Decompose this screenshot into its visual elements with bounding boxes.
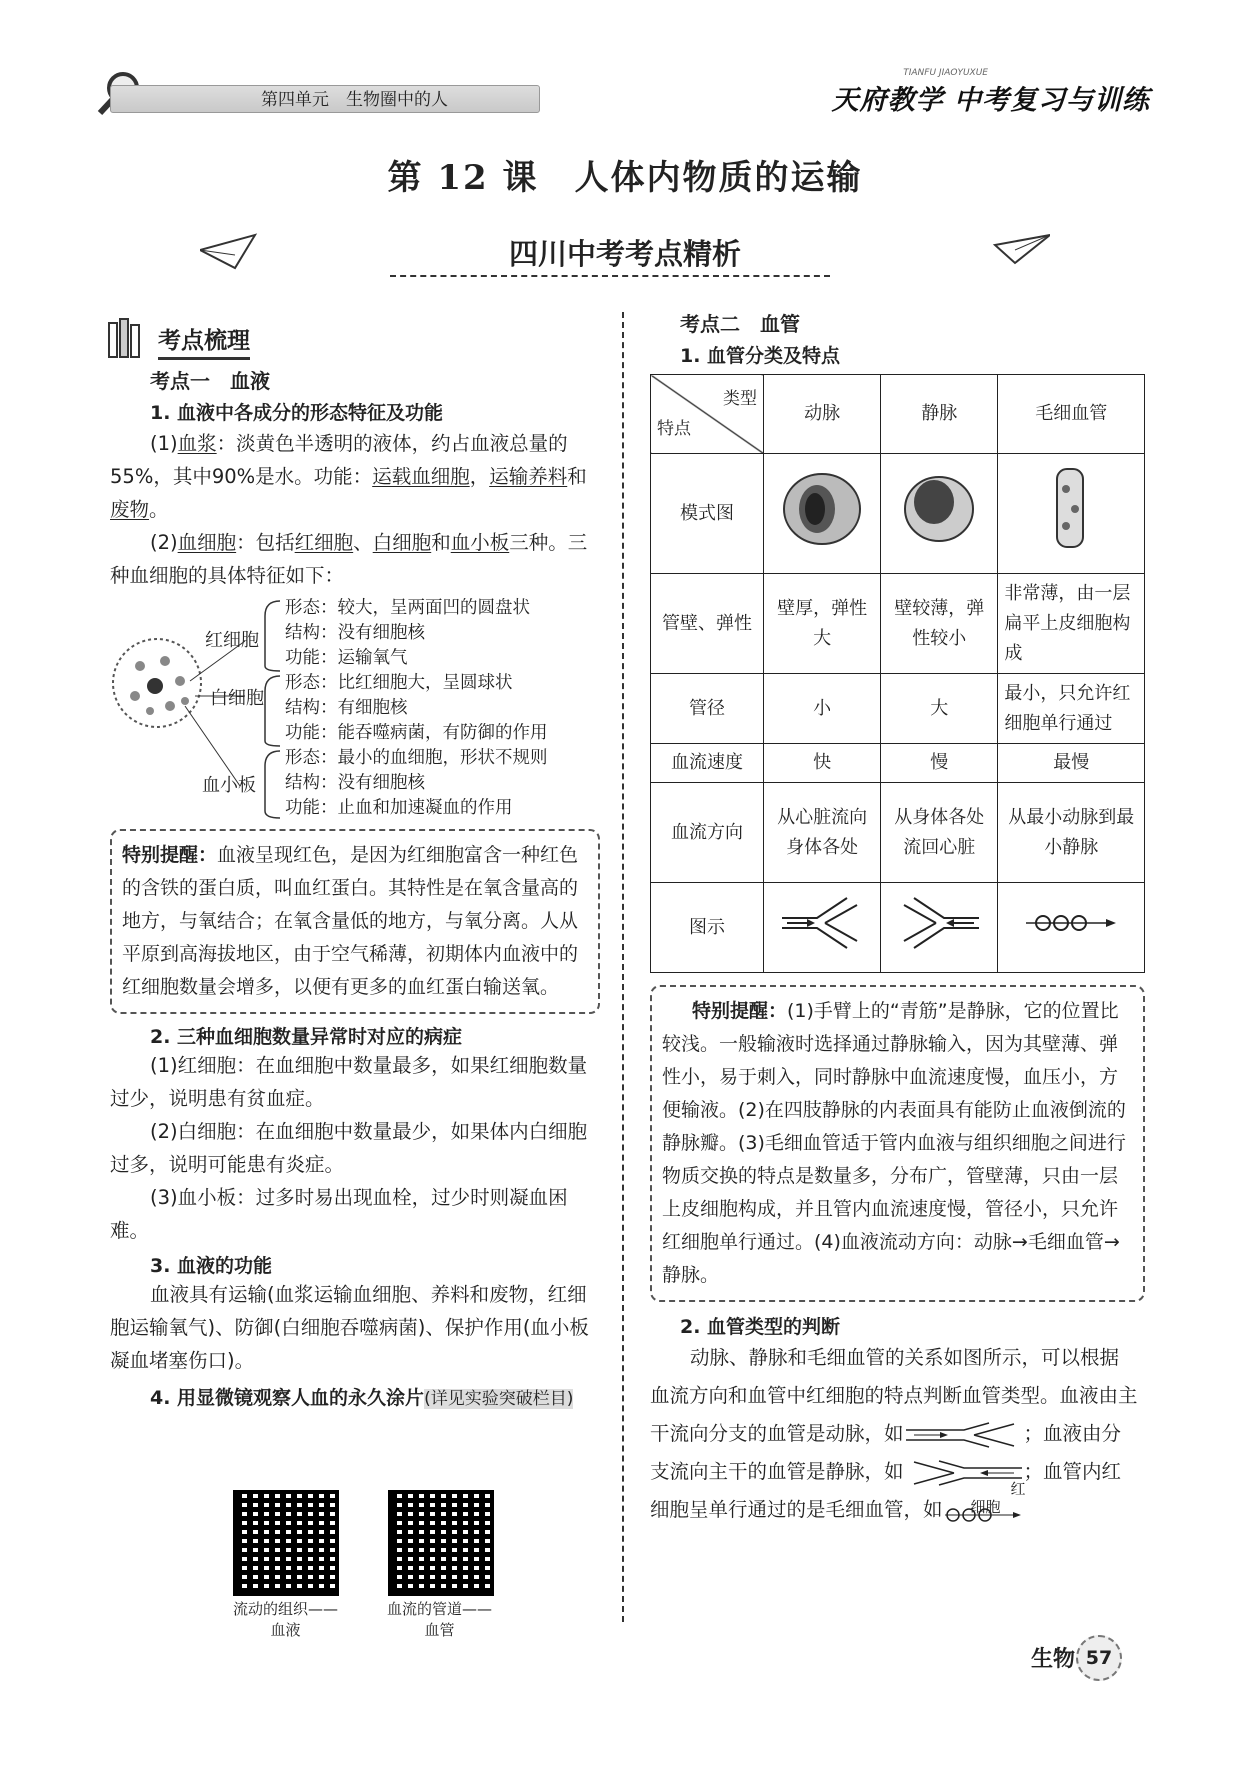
cells-paragraph: (2)血细胞：包括红细胞、白细胞和血小板三种。三种血细胞的具体特征如下： <box>110 531 588 587</box>
table-row: 管径 小 大 最小，只允许红细胞单行通过 <box>651 674 1145 744</box>
h4-heading: 4. 用显微镜观察人血的永久涂片(详见实验突破栏目) <box>150 1387 574 1409</box>
capillary-judge <box>943 1479 1026 1528</box>
rbc-tag: 红细胞 <box>970 1479 1026 1516</box>
section-subtitle: 四川中考考点精析 <box>508 237 741 271</box>
plt-label: 血小板 <box>202 775 256 796</box>
r-h1-heading: 1. 血管分类及特点 <box>680 345 841 367</box>
wbc-detail-line: 功能：能吞噬病菌，有防御的作用 <box>285 723 548 743</box>
vein-flow-icon <box>881 883 998 973</box>
disease-rbc: (1)红细胞：在血细胞中数量最多，如果红细胞数量过少，说明患有贫血症。 <box>110 1054 588 1110</box>
wbc-label: 白细胞 <box>210 688 264 709</box>
blood-function: 血液具有运输(血浆运输血细胞、养料和废物，红细胞运输氧气)、防御(白细胞吞噬病菌)、保护作用(血小板凝血堵塞伤口)。 <box>110 1283 589 1372</box>
h2-heading: 2. 三种血细胞数量异常时对应的病症 <box>150 1026 463 1048</box>
col-artery: 动脉 <box>764 375 881 454</box>
table-row: 图示 <box>651 883 1145 973</box>
plt-detail-line: 功能：止血和加速凝血的作用 <box>285 798 513 818</box>
note-text: 血液呈现红色，是因为红细胞富含一种红色的含铁的蛋白质，叫血红蛋白。其特性是在氧含量高的地方，与氧结合；在氧含量低的地方，与氧分离。人从平原到高海拔地区，由于空气稀薄，初期体内血液中的红细胞数量会增多，以便有更多的血红蛋白输送氧。 <box>122 844 579 998</box>
qr2-caption: 血流的管道——血管 <box>386 1600 492 1639</box>
plasma-paragraph: (1)血浆：淡黄色半透明的液体，约占血液总量的55%，其中90%是水。功能：运载血细胞，运输养料和废物。 <box>110 432 587 521</box>
subject-label: 生物 <box>1030 1647 1075 1672</box>
rbc-details <box>285 596 548 821</box>
unit-header: 第四单元 生物圈中的人 <box>110 85 540 113</box>
rbc-detail-line: 功能：运输氧气 <box>285 648 408 668</box>
wbc-detail-line: 结构：有细胞核 <box>285 698 408 718</box>
artery-flow-icon <box>764 883 881 973</box>
rbc-label: 红细胞 <box>205 630 259 651</box>
point1-heading: 考点一 血液 <box>150 369 270 393</box>
disease-wbc: (2)白细胞：在血细胞中数量最少，如果体内白细胞过多，说明可能患有炎症。 <box>110 1120 588 1176</box>
capillary-model-icon <box>998 454 1145 574</box>
plt-detail-line: 结构：没有细胞核 <box>285 773 425 793</box>
subtitle-underline <box>390 275 830 277</box>
table-corner: 类型 特点 <box>651 375 764 454</box>
col-capillary: 毛细血管 <box>998 375 1145 454</box>
page-number: 57 <box>1076 1635 1122 1681</box>
vein-model-icon <box>881 454 998 574</box>
h1-heading: 1. 血液中各成分的形态特征及功能 <box>150 402 444 424</box>
note-box-blood <box>110 829 600 1014</box>
artery-model-icon <box>764 454 881 574</box>
note-box-vessel <box>650 985 1145 1302</box>
table-row: 血流方向 从心脏流向身体各处 从身体各处流回心脏 从最小动脉到最小静脉 <box>651 783 1145 883</box>
brand-logo: 天府教学 中考复习与训练 <box>831 85 1150 116</box>
judge-paragraph: 动脉、静脉和毛细血管的关系如图所示，可以根据血流方向和血管中红细胞的特点判断血管类型。血液由主干流向分支的血管是动脉，如 ；血液由分支流向主干的血管是静脉，如 ；血管内红细胞呈单行通过的是毛细血管，如 红细胞 <box>650 1339 1138 1529</box>
note-label: 特别提醒： <box>692 1000 788 1022</box>
blood-cell-diagram <box>110 596 600 821</box>
left-column <box>110 365 600 1410</box>
note-label: 特别提醒： <box>122 844 218 866</box>
books-icon <box>105 315 150 364</box>
qr-code-blood[interactable] <box>233 1490 339 1596</box>
h3-heading: 3. 血液的功能 <box>150 1255 273 1277</box>
table-row: 管壁、弹性 壁厚，弹性大 壁较薄，弹性较小 非常薄，由一层扁平上皮细胞构成 <box>651 574 1145 674</box>
table-header-row <box>651 375 1145 454</box>
r-h2-heading: 2. 血管类型的判断 <box>680 1316 841 1338</box>
qr-code-vessel[interactable] <box>388 1490 494 1596</box>
lesson-title: 第 12 课 人体内物质的运输 <box>387 158 863 198</box>
plt-detail-line: 形态：最小的血细胞，形状不规则 <box>285 748 548 768</box>
rbc-detail-line: 形态：较大，呈两面凹的圆盘状 <box>285 598 530 618</box>
note-text: (1)手臂上的“青筋”是静脉，它的位置比较浅。一般输液时选择通过静脉输入，因为其壁薄、弹性小，易于刺入，同时静脉中血流速度慢，血压小，方便输液。(2)在四肢静脉的内表面具有能防止血液倒流的静脉瓣。(3)毛细血管适于管内血液与组织细胞之间进行物质交换的特点是数量多，分布广，管壁薄，只由一层上皮细胞构成，并且管内血流速度慢，管径小，只允许红细胞单行通过。(4)血液流动方向：动脉→毛细血管→静脉。 <box>662 1000 1126 1286</box>
disease-plt: (3)血小板：过多时易出现血栓，过少时则凝血困难。 <box>110 1186 568 1242</box>
point2-heading: 考点二 血管 <box>680 312 800 336</box>
rbc-detail-line: 结构：没有细胞核 <box>285 623 425 643</box>
column-divider <box>622 312 624 1622</box>
vessel-table <box>650 374 1145 973</box>
capillary-flow-icon <box>998 883 1145 973</box>
right-column <box>650 312 1138 1529</box>
kaodian-heading: 考点梳理 <box>158 322 250 360</box>
table-row: 血流速度 快 慢 最慢 <box>651 744 1145 783</box>
table-row: 模式图 <box>651 454 1145 574</box>
brand-pinyin: TIANFU JIAOYUXUE <box>903 68 988 78</box>
wbc-detail-line: 形态：比红细胞大，呈圆球状 <box>285 673 513 693</box>
artery-judge-icon <box>904 1422 1024 1448</box>
qr1-caption: 流动的组织——血液 <box>232 1600 338 1639</box>
col-vein: 静脉 <box>881 375 998 454</box>
